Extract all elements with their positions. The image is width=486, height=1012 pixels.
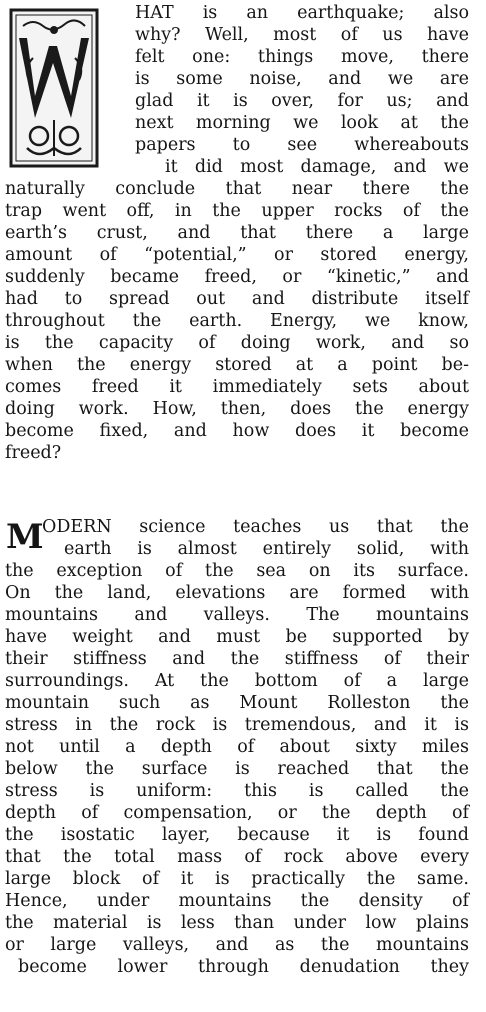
text-line: is the capacity of doing work, and so: [5, 333, 469, 353]
text-line: stress in the rock is tremendous, and it is: [5, 715, 469, 735]
text-line: surroundings. At the bottom of a large: [5, 671, 469, 691]
text-line: not until a depth of about sixty miles: [5, 737, 469, 757]
text-line: become fixed, and how does it become: [5, 421, 469, 441]
text-line: earth is almost entirely solid, with: [64, 539, 469, 559]
text-line: ODERN science teaches us that the: [42, 517, 469, 537]
text-line: amount of “potential,” or stored energy,: [5, 245, 469, 265]
text-line: HAT is an earthquake; also: [135, 3, 469, 23]
text-line: mountains and valleys. The mountains: [5, 605, 469, 625]
text-line: below the surface is reached that the: [5, 759, 469, 779]
text-line: is some noise, and we are: [135, 69, 469, 89]
text-line: papers to see whereabouts: [135, 135, 469, 155]
text-line: why? Well, most of us have: [135, 25, 469, 45]
text-line: freed?: [5, 443, 62, 463]
text-line: comes freed it immediately sets about: [5, 377, 469, 397]
text-line: it did most damage, and we: [165, 157, 469, 177]
text-line: suddenly became freed, or “kinetic,” and: [5, 267, 469, 287]
text-line: throughout the earth. Energy, we know,: [5, 311, 469, 331]
text-line: naturally conclude that near there the: [5, 179, 469, 199]
text-line: earth’s crust, and that there a large: [5, 223, 469, 243]
text-line: large block of it is practically the same.: [5, 869, 469, 889]
text-line: depth of compensation, or the depth of: [5, 803, 469, 823]
text-line: or large valleys, and as the mountains: [5, 935, 469, 955]
text-line: the exception of the sea on its surface.: [5, 561, 469, 581]
drop-cap-m: M: [6, 517, 43, 557]
text-line: that the total mass of rock above every: [5, 847, 469, 867]
text-line: On the land, elevations are formed with: [5, 583, 469, 603]
text-line: become lower through denudation they: [18, 957, 469, 977]
text-line: trap went off, in the upper rocks of the: [5, 201, 469, 221]
text-line: glad it is over, for us; and: [135, 91, 469, 111]
text-line: Hence, under mountains the density of: [5, 891, 469, 911]
text-line: have weight and must be supported by: [5, 627, 469, 647]
text-line: doing work. How, then, does the energy: [5, 399, 469, 419]
text-line: had to spread out and distribute itself: [5, 289, 469, 309]
text-line: felt one: things move, there: [135, 47, 469, 67]
text-line: the isostatic layer, because it is found: [5, 825, 469, 845]
text-line: mountain such as Mount Rolleston the: [5, 693, 469, 713]
text-line: stress is uniform: this is called the: [5, 781, 469, 801]
ornamental-drop-cap-w: [9, 8, 99, 168]
text-line: their stiffness and the stiffness of their: [5, 649, 469, 669]
text-line: the material is less than under low plains: [5, 913, 469, 933]
text-line: when the energy stored at a point be-: [5, 355, 469, 375]
text-line: next morning we look at the: [135, 113, 469, 133]
